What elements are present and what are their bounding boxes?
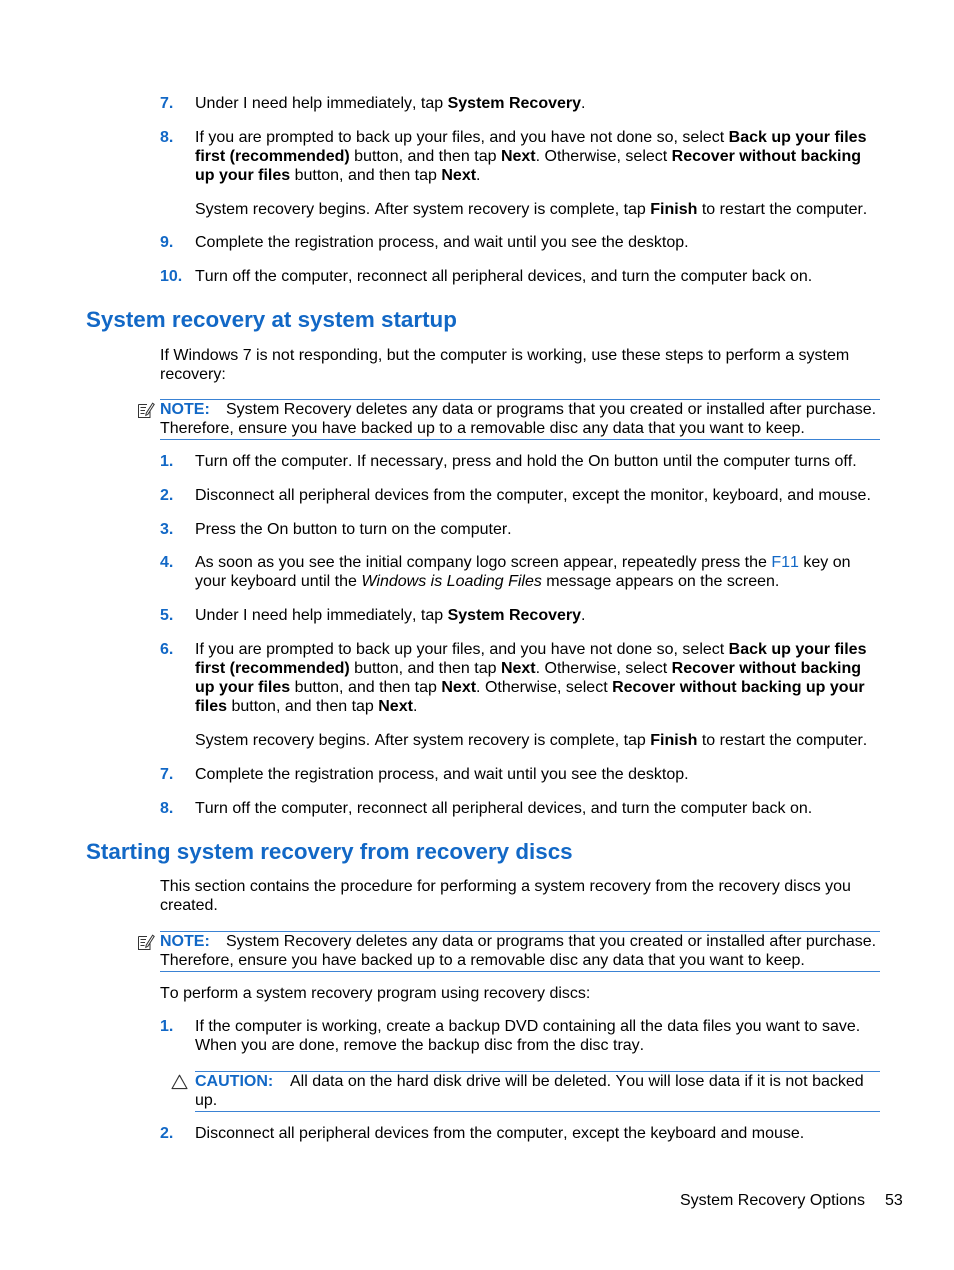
step-number: 9. — [160, 234, 174, 251]
step-number: 7. — [160, 766, 174, 783]
step-number: 2. — [160, 1125, 174, 1142]
startup-step-5 — [160, 606, 880, 625]
italic-message: Windows is Loading Files — [361, 573, 542, 590]
bold-term: Next — [441, 679, 477, 696]
discs-step-1 — [160, 1017, 880, 1055]
bold-term: Back up your files first (recommended) — [195, 129, 867, 165]
text-run: . — [581, 607, 586, 624]
continued-step-9 — [160, 233, 880, 252]
startup-step-4 — [160, 553, 880, 591]
text-run: button, and then tap — [349, 148, 501, 165]
step-6-followup — [195, 731, 875, 750]
note-box — [160, 399, 880, 440]
text-run: . — [476, 167, 481, 184]
bold-term: Next — [441, 167, 477, 184]
startup-step-3 — [160, 520, 880, 539]
step-text: Turn off the computer. If necessary, press and hold the On button until the computer turns off. — [195, 453, 857, 470]
startup-step-6 — [160, 640, 880, 716]
text-run: If you are prompted to back up your files, and you have not done so, select — [195, 129, 729, 146]
step-text — [195, 606, 875, 625]
startup-step-8 — [160, 799, 880, 818]
step-number: 4. — [160, 554, 174, 571]
step-text: Disconnect all peripheral devices from the computer, except the monitor, keyboard, and mouse. — [195, 487, 871, 504]
step-text — [195, 94, 875, 113]
note-label: NOTE: — [160, 933, 210, 950]
bold-term: Next — [500, 660, 536, 677]
step-number: 3. — [160, 521, 174, 538]
step-number: 2. — [160, 487, 174, 504]
text-run: If you are prompted to back up your files, and you have not done so, select — [195, 641, 729, 658]
lead-in: To perform a system recovery program using recovery discs: — [160, 985, 591, 1002]
step-8-followup — [195, 200, 875, 219]
caution-label: CAUTION: — [195, 1073, 274, 1090]
note-text: Therefore, ensure you have backed up to a removable disc any data that you want to keep. — [160, 420, 805, 437]
text-run: . Otherwise, select — [476, 679, 613, 696]
discs-step-2 — [160, 1124, 880, 1143]
text-run: message appears on the screen. — [541, 573, 780, 590]
note-text: System Recovery deletes any data or programs that you created or installed after purchase. — [226, 401, 877, 418]
text-run: As soon as you see the initial company logo screen appear, repeatedly press the — [195, 554, 772, 571]
text-run: key on your keyboard until the — [195, 554, 851, 590]
step-number: 7. — [160, 95, 174, 112]
caution-text: All data on the hard disk drive will be deleted. You will lose data if it is not backed up. — [195, 1073, 864, 1109]
bold-term: Next — [378, 698, 413, 715]
step-text — [195, 640, 875, 716]
text-run: to restart the computer. — [697, 201, 868, 218]
note-text: System Recovery deletes any data or programs that you created or installed after purchase. — [226, 933, 877, 950]
section-intro: If Windows 7 is not responding, but the computer is working, use these steps to perform a system recovery: — [160, 347, 850, 383]
continued-step-8 — [160, 128, 880, 185]
bold-term: Next — [500, 148, 536, 165]
text-run: button, and then tap — [290, 167, 442, 184]
page-number: 53 — [885, 1192, 903, 1209]
step-text: Turn off the computer, reconnect all peripheral devices, and turn the computer back on. — [195, 800, 813, 817]
section-heading: System recovery at system startup — [86, 307, 457, 332]
step-text: Press the On button to turn on the computer. — [195, 521, 512, 538]
bold-term: System Recovery — [447, 95, 582, 112]
step-text — [195, 553, 875, 591]
step-text: Disconnect all peripheral devices from the computer, except the keyboard and mouse. — [195, 1125, 805, 1142]
text-run: button, and then tap — [290, 679, 442, 696]
step-number: 8. — [160, 800, 174, 817]
text-run: . — [412, 698, 418, 715]
bold-term: Recover without backing up your files — [195, 148, 862, 184]
step-number: 6. — [160, 641, 174, 658]
continued-step-7 — [160, 94, 880, 113]
text-run: . — [581, 95, 586, 112]
bold-term: Finish — [650, 201, 698, 218]
warning-triangle-icon — [171, 1074, 188, 1090]
bold-term: System Recovery — [447, 607, 582, 624]
text-run: button, and then tap — [227, 698, 379, 715]
step-text: If the computer is working, create a backup DVD containing all the data files you want to save. When you are done, remove the backup disc from the disc tray. — [195, 1018, 861, 1054]
text-run: button, and then tap — [349, 660, 501, 677]
text-run: to restart the computer. — [697, 732, 868, 749]
text-run: System recovery begins. After system recovery is complete, tap — [195, 201, 651, 218]
startup-step-2 — [160, 486, 880, 505]
note-pencil-icon — [137, 933, 155, 951]
text-run: . Otherwise, select — [535, 660, 672, 677]
step-number: 1. — [160, 453, 174, 470]
bold-term: Finish — [650, 732, 698, 749]
step-number: 5. — [160, 607, 174, 624]
footer-section-title: System Recovery Options — [680, 1192, 865, 1209]
step-text: Complete the registration process, and wait until you see the desktop. — [195, 766, 689, 783]
text-run: . Otherwise, select — [535, 148, 672, 165]
startup-step-7 — [160, 765, 880, 784]
section-intro: This section contains the procedure for performing a system recovery from the recovery discs you created. — [160, 878, 851, 914]
step-text — [195, 128, 875, 185]
note-text: Therefore, ensure you have backed up to a removable disc any data that you want to keep. — [160, 952, 805, 969]
step-text: Turn off the computer, reconnect all peripheral devices, and turn the computer back on. — [195, 268, 813, 285]
section-heading: Starting system recovery from recovery discs — [86, 839, 573, 864]
continued-step-10 — [160, 267, 880, 286]
bold-term: Recover without backing up your files — [195, 660, 862, 696]
text-run: Under I need help immediately, tap — [195, 95, 448, 112]
note-box — [160, 931, 880, 972]
f11-key: F11 — [771, 554, 799, 571]
step-number: 10. — [160, 268, 183, 285]
text-run: System recovery begins. After system recovery is complete, tap — [195, 732, 651, 749]
caution-box — [195, 1071, 880, 1112]
bold-term: Back up your files first (recommended) — [195, 641, 867, 677]
step-text: Complete the registration process, and wait until you see the desktop. — [195, 234, 689, 251]
startup-step-1 — [160, 452, 880, 471]
step-number: 1. — [160, 1018, 174, 1035]
note-label: NOTE: — [160, 401, 210, 418]
note-pencil-icon — [137, 401, 155, 419]
bold-term: Recover without backing up your files — [195, 679, 865, 715]
step-number: 8. — [160, 129, 174, 146]
text-run: Under I need help immediately, tap — [195, 607, 448, 624]
